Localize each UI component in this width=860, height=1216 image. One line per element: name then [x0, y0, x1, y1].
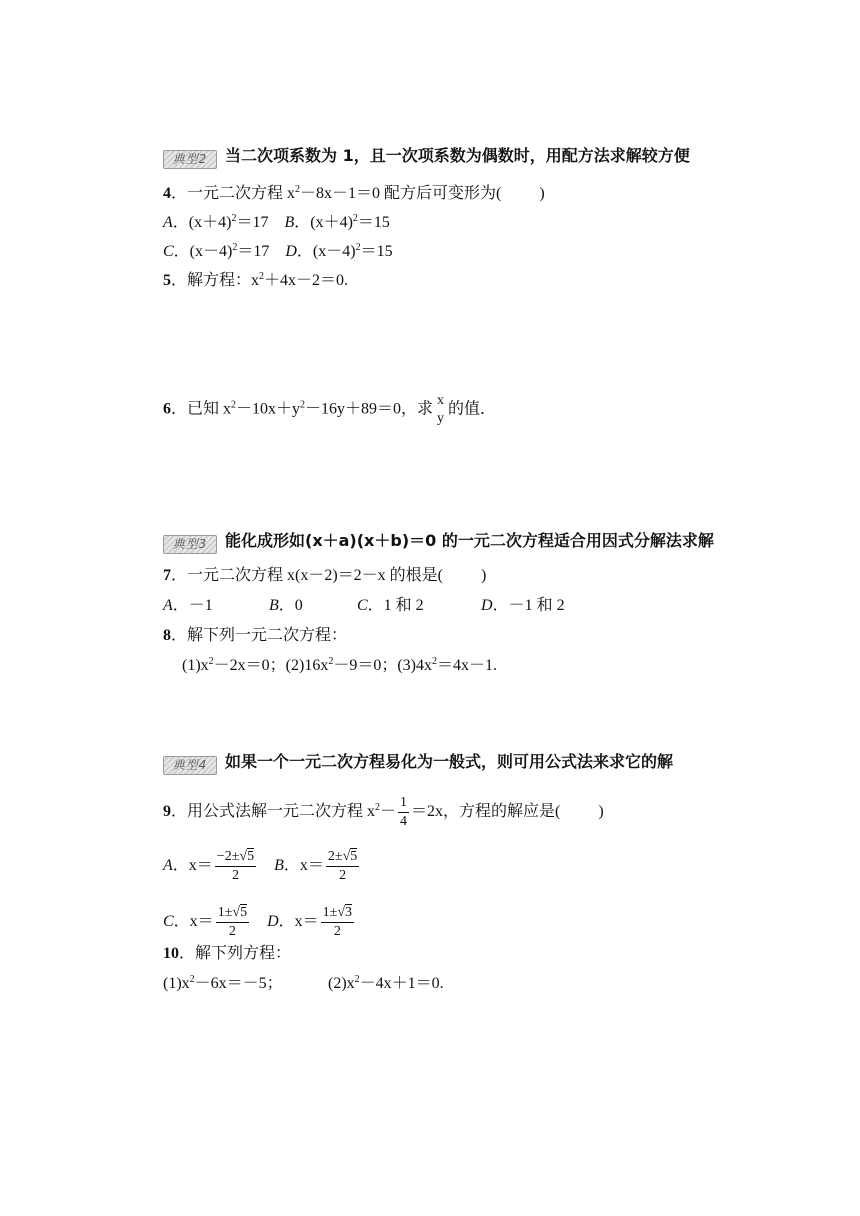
question-8: 8．解下列一元二次方程： — [163, 627, 348, 644]
option-b-fraction: $\frac{2\pm√5}{2}$ — [327, 849, 358, 883]
fraction-x-over-y: x y — [437, 393, 445, 426]
type2-title: 当二次项系数为 1，且一次项系数为偶数时，用配方法求解较方便 — [225, 146, 690, 165]
type4-title: 如果一个一元二次方程易化为一般式，则可用公式法来求它的解 — [225, 752, 674, 771]
type2-heading — [163, 146, 690, 169]
question-5: 5．解方程：$x^2+4x-2=0$. — [163, 271, 349, 289]
type3-badge: 典型3 — [163, 535, 217, 554]
question-4-options-cd: C．$(x-4)^2=17$ D．$(x-4)^2=15$ — [163, 242, 393, 260]
question-6: 6．已知 $x^2-10x+y^2-16y+89=0$，求 x y 的值． — [163, 393, 497, 426]
type2-badge: 典型2 — [163, 150, 217, 169]
question-8-parts: $(1)x^2-2x=0$；$(2)16x^2-9=0$；$(3)4x^2=4x-1$. — [182, 656, 498, 674]
type4-badge: 典型4 — [163, 756, 217, 775]
option-c-fraction: $\frac{1\pm√5}{2}$ — [217, 905, 248, 939]
question-10: 10．解下列方程： — [163, 945, 292, 962]
question-4: 4．一元二次方程 $x^2-8x-1=0$ 配方后可变形为( ) — [163, 184, 545, 202]
question-10-parts: $(1)x^2-6x=-5$； $(2)x^2-4x+1=0$. — [163, 974, 444, 992]
option-a-fraction: $\frac{-2\pm√5}{2}$ — [216, 849, 255, 883]
question-9: 9．用公式法解一元二次方程 $x^2-$ $\frac{1}{4}$ ＝2x，方程的解应是( ) — [163, 795, 604, 829]
type4-heading — [163, 752, 673, 775]
type3-heading — [163, 531, 714, 554]
question-4-options-ab: A．$(x+4)^2=17$ B．$(x+4)^2=15$ — [163, 213, 390, 231]
question-9-options-ab: A．x＝ $\frac{-2\pm√5}{2}$ B．x＝ $\frac{2\pm√5}{2}$ — [163, 849, 358, 883]
type3-title: 能化成形如(x＋a)(x＋b)＝0 的一元二次方程适合用因式分解法求解 — [225, 531, 714, 550]
question-7-options: A．－1 B．0 C．1 和 2 D．－1 和 2 — [163, 597, 565, 614]
question-9-options-cd: C．x＝ $\frac{1\pm√5}{2}$ D．x＝ $\frac{1\pm√3}{2}$ — [163, 905, 353, 939]
question-7: 7．一元二次方程 x(x－2)＝2－x 的根是( ) — [163, 567, 487, 584]
fraction-one-quarter: $\frac{1}{4}$ — [400, 795, 408, 829]
option-d-fraction: $\frac{1\pm√3}{2}$ — [322, 905, 353, 939]
